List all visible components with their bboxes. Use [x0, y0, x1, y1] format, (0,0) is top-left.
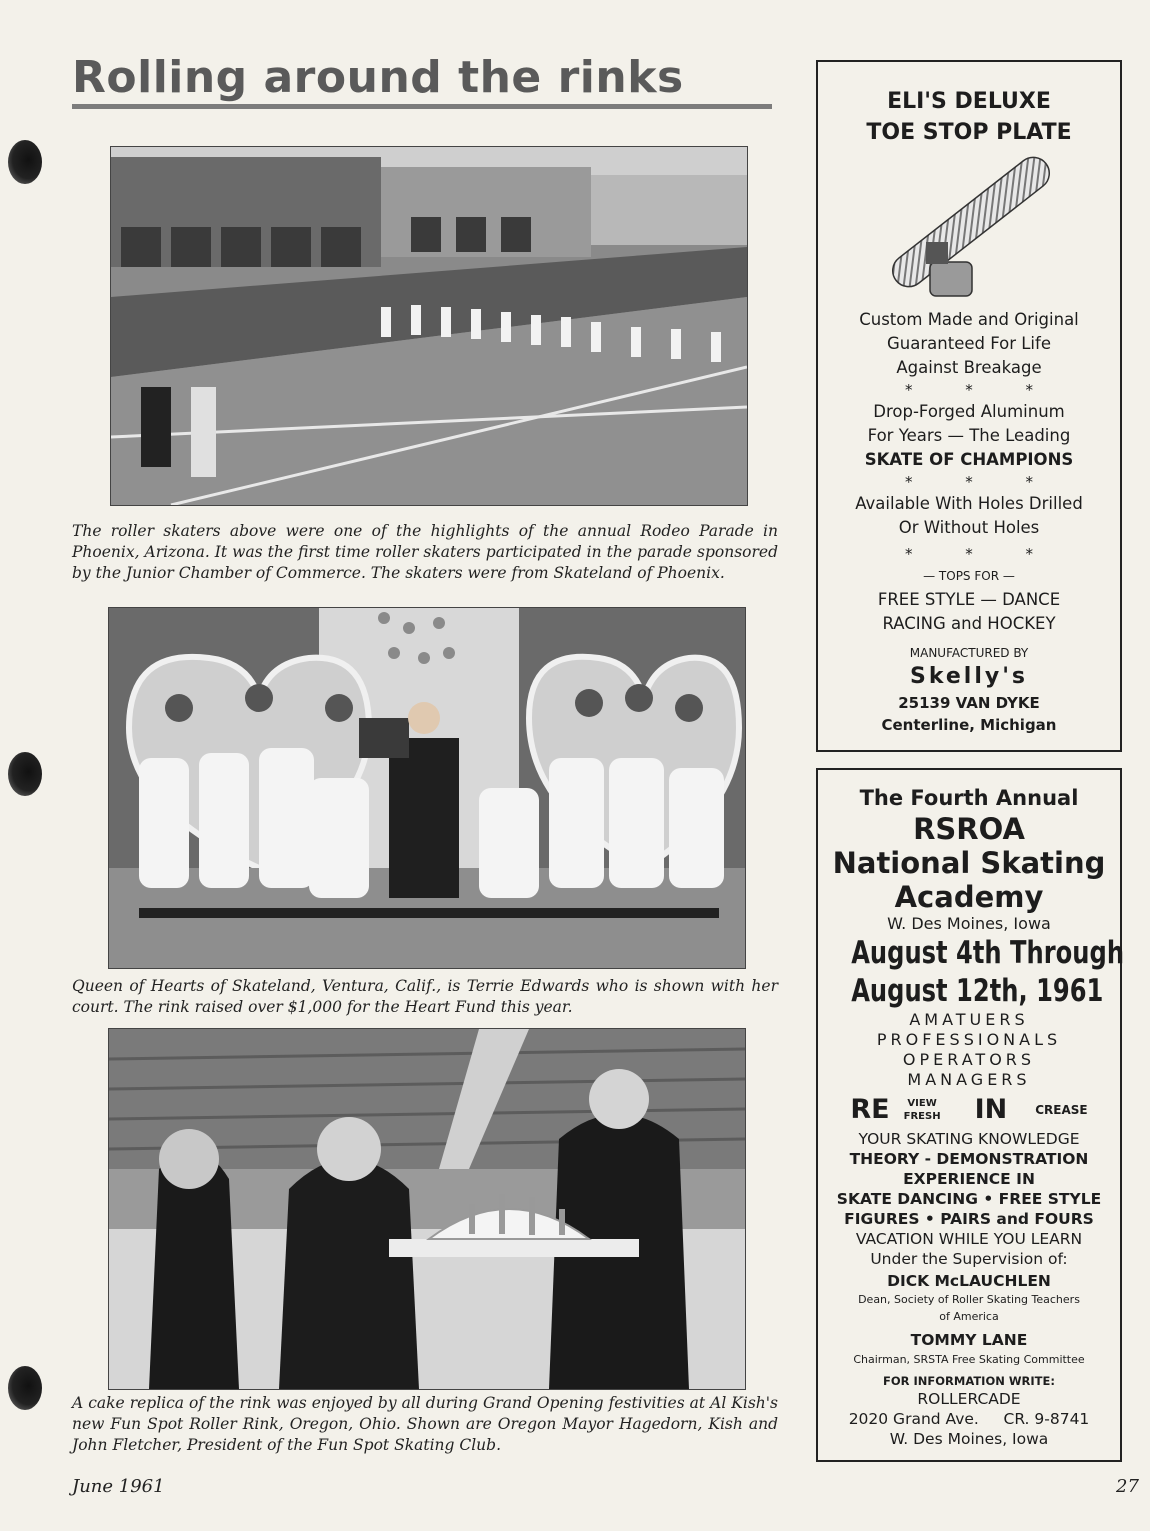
- queen-of-hearts-caption: Queen of Hearts of Skateland, Ventura, Calif., is Terrie Edwards who is shown with her court. The rink raised over $1,000 for the Heart Fund this year.: [72, 977, 778, 1016]
- feature-drop-forged: Drop-Forged Aluminum: [873, 402, 1065, 421]
- feature-skate-of-champions: SKATE OF CHAMPIONS: [864, 450, 1074, 469]
- cake-replica-photo: [108, 1028, 746, 1390]
- academy-disciplines-2: FIGURES • PAIRS and FOURS: [844, 1210, 1094, 1228]
- feature-custom-made: Custom Made and Original: [859, 310, 1079, 329]
- person-1-title-1: Dean, Society of Roller Skating Teachers: [858, 1293, 1080, 1306]
- academy-ad: [816, 768, 1125, 1462]
- feature-holes-drilled: Available With Holes Drilled: [855, 494, 1083, 513]
- academy-theory: THEORY - DEMONSTRATION: [849, 1150, 1089, 1168]
- academy-fourth-annual: The Fourth Annual: [859, 786, 1079, 810]
- academy-location: W. Des Moines, Iowa: [887, 914, 1051, 933]
- refresh-wordplay: [818, 1094, 1120, 1125]
- academy-experience: EXPERIENCE IN: [903, 1170, 1035, 1188]
- audience-amatuers: AMATUERS: [909, 1010, 1029, 1029]
- cake-replica-caption: A cake replica of the rink was enjoyed by all during Grand Opening festivities at Al Kish's new Fun Spot Roller Rink, Oregon, Ohio. Shown are Oregon Mayor Hagedorn, Kish and John Fletcher, President of the Fun Spot Skating Club.: [72, 1394, 778, 1454]
- feature-against-breakage: Against Breakage: [896, 358, 1042, 377]
- academy-supervision: Under the Supervision of:: [870, 1250, 1068, 1268]
- footer-date: June 1961: [72, 1476, 165, 1497]
- page-title: Rolling around the rinks: [72, 52, 684, 103]
- audience-managers: MANAGERS: [907, 1070, 1031, 1089]
- binder-hole-middle: [8, 752, 42, 796]
- word-fresh: FRESH: [903, 1110, 941, 1122]
- word-view: VIEW: [907, 1097, 937, 1109]
- academy-vacation: VACATION WHILE YOU LEARN: [855, 1230, 1083, 1248]
- academy-dates-1: August 4th Through: [851, 935, 1125, 971]
- toe-stop-heading-2: TOE STOP PLATE: [866, 120, 1072, 145]
- person-1-name: DICK McLAUCHLEN: [887, 1272, 1051, 1290]
- person-1-title-2: of America: [939, 1310, 999, 1323]
- maker-address: 25139 VAN DYKE: [898, 694, 1040, 712]
- maker-name: Skelly's: [909, 664, 1029, 689]
- word-crease: CREASE: [1035, 1102, 1088, 1117]
- divider-stars: * * *: [904, 545, 1058, 563]
- use-free-style-dance: FREE STYLE — DANCE: [877, 590, 1061, 609]
- maker-city: Centerline, Michigan: [881, 716, 1057, 734]
- academy-national-skating: National Skating: [832, 846, 1106, 880]
- word-in: IN: [974, 1094, 1008, 1125]
- feature-guaranteed: Guaranteed For Life: [887, 334, 1051, 353]
- feature-without-holes: Or Without Holes: [898, 518, 1040, 537]
- word-re: RE: [850, 1094, 890, 1125]
- academy-rsroa: RSROA: [913, 812, 1025, 846]
- title-rule: [72, 104, 772, 109]
- parade-caption: The roller skaters above were one of the highlights of the annual Rodeo Parade in Phoenix, Arizona. It was the first time roller skaters participated in the parade sponsored by the Junior Chamber of Commerce. The skaters were from Skateland of Phoenix.: [72, 522, 778, 582]
- word-stack: [904, 1097, 941, 1123]
- toe-stop-ad: [816, 60, 1122, 752]
- page-number: 27: [1116, 1476, 1139, 1497]
- divider-stars: * * *: [904, 473, 1058, 491]
- person-2-name: TOMMY LANE: [910, 1331, 1028, 1349]
- academy-knowledge: YOUR SKATING KNOWLEDGE: [858, 1130, 1080, 1148]
- use-racing-hockey: RACING and HOCKEY: [882, 614, 1056, 633]
- academy-disciplines-1: SKATE DANCING • FREE STYLE: [836, 1190, 1102, 1208]
- parade-photo: [110, 146, 748, 506]
- audience-operators: OPERATORS: [902, 1050, 1036, 1069]
- info-org: ROLLERCADE: [917, 1390, 1021, 1408]
- person-2-title: Chairman, SRSTA Free Skating Committee: [853, 1353, 1085, 1366]
- binder-hole-top: [8, 140, 42, 184]
- queen-of-hearts-photo: [108, 607, 746, 969]
- info-address: 2020 Grand Ave. CR. 9-8741: [848, 1410, 1090, 1428]
- info-heading: FOR INFORMATION WRITE:: [883, 1374, 1055, 1388]
- tops-for: — TOPS FOR —: [923, 569, 1015, 583]
- toe-stop-heading-1: ELI'S DELUXE: [887, 89, 1051, 114]
- toe-stop-plate-icon: [818, 150, 1120, 302]
- divider-stars: * * *: [904, 381, 1058, 399]
- academy-academy: Academy: [894, 880, 1044, 914]
- binder-hole-bottom: [8, 1366, 42, 1410]
- info-city: W. Des Moines, Iowa: [889, 1430, 1049, 1448]
- academy-dates-2: August 12th, 1961: [851, 973, 1104, 1009]
- feature-for-years: For Years — The Leading: [867, 426, 1071, 445]
- audience-professionals: PROFESSIONALS: [876, 1030, 1062, 1049]
- manufactured-by: MANUFACTURED BY: [909, 646, 1029, 660]
